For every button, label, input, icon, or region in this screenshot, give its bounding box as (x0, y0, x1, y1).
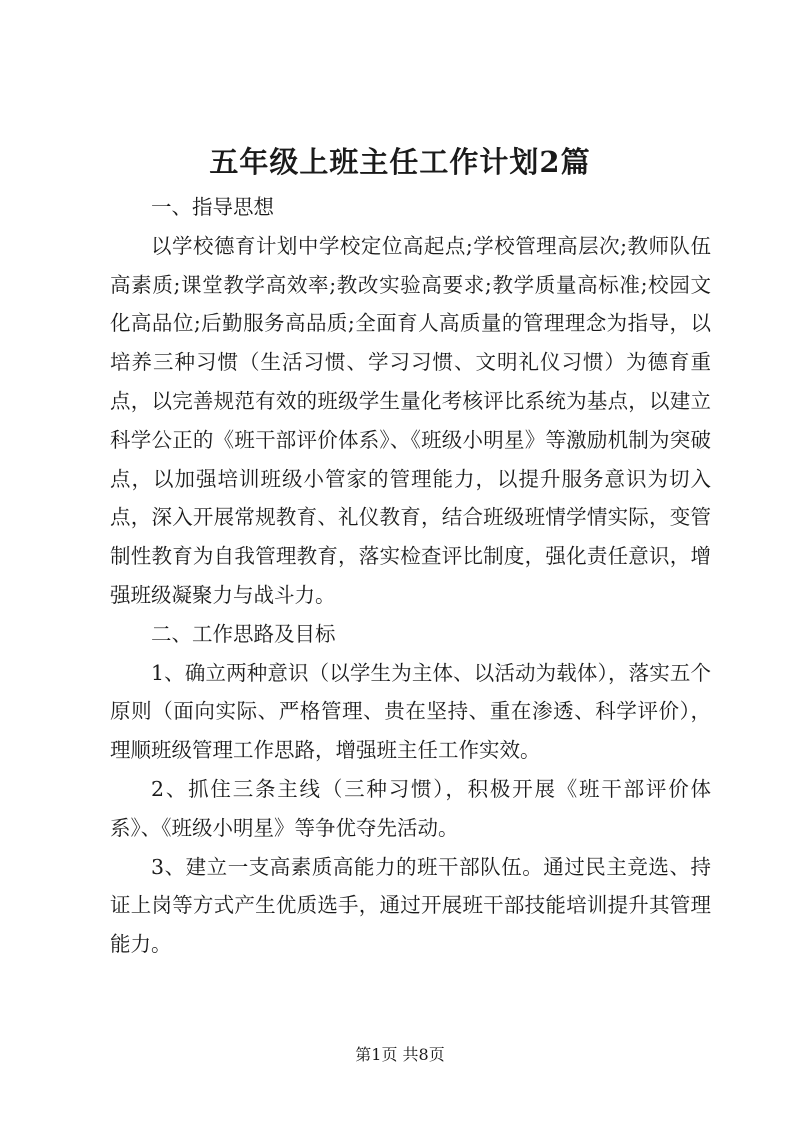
paragraph-item-3: 3、建立一支高素质高能力的班干部队伍。通过民主竞选、持证上岗等方式产生优质选手，通过开展班干部技能培训提升其管理能力。 (110, 854, 711, 957)
paragraph-item-2: 2、抓住三条主线（三种习惯），积极开展《班干部评价体系》、《班级小明星》等争优夺先活动。 (110, 776, 711, 840)
document-title: 五年级上班主任工作计划2篇 (209, 145, 591, 179)
paragraph-guiding-thought: 以学校德育计划中学校定位高起点;学校管理高层次;教师队伍高素质;课堂教学高效率;教改实验高要求;教学质量高标准;校园文化高品位;后勤服务高品质;全面育人高质量的管理理念为指导，以培养三种习惯（生活习惯、学习习惯、文明礼仪习惯）为德育重点，以完善规范有效的班级学生量化考核评比系统为基点，以建立科学公正的《班干部评价体系》、《班级小明星》等激励机制为突破点，以加强培训班级小管家的管理能力，以提升服务意识为切入点，深入开展常规教育、礼仪教育，结合班级班情学情实际，变管制性教育为自我管理教育，落实检查评比制度，强化责任意识，增强班级凝聚力与战斗力。 (110, 233, 711, 607)
page-number-footer: 第1页 共8页 (355, 1045, 445, 1064)
section-heading-work-plan: 二、工作思路及目标 (151, 621, 336, 646)
section-heading-guiding-thought: 一、指导思想 (151, 195, 274, 219)
paragraph-item-1: 1、确立两种意识（以学生为主体、以活动为载体），落实五个原则（面向实际、严格管理、贵在坚持、重在渗透、科学评价），理顺班级管理工作思路，增强班主任工作实效。 (110, 660, 711, 763)
document-body (110, 188, 711, 964)
